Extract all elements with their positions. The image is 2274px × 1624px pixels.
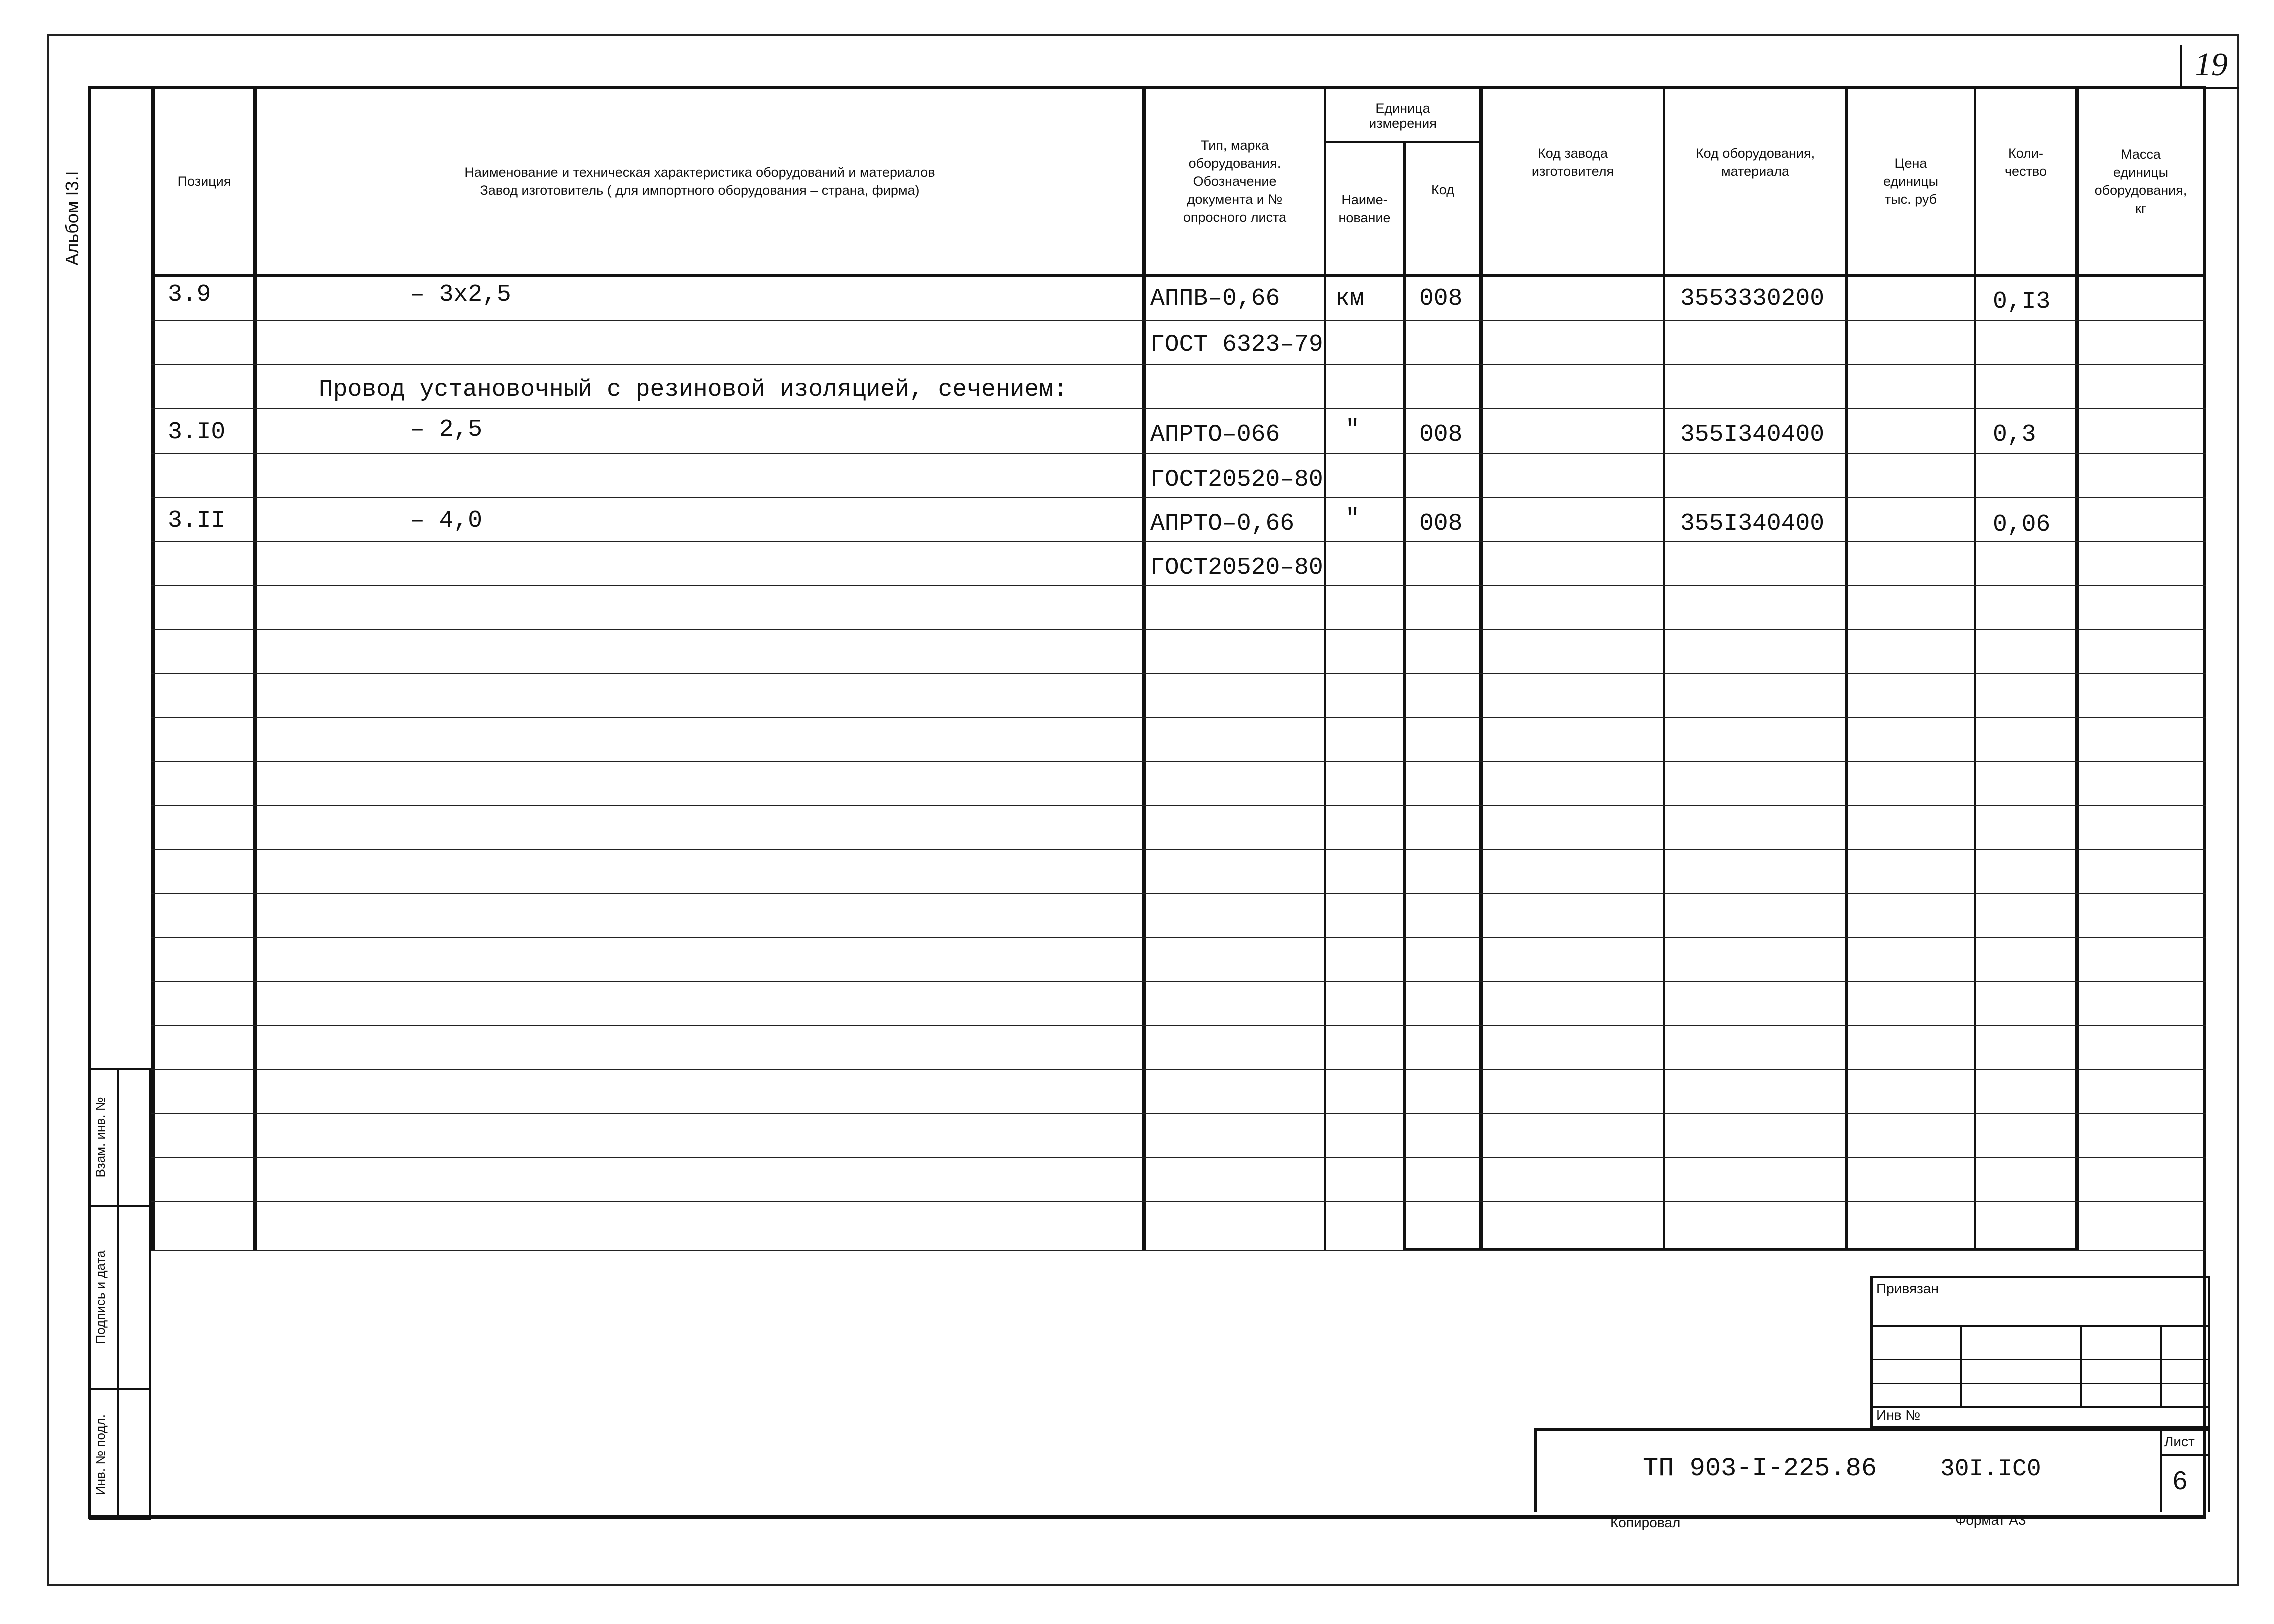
inv-label: Инв № [1876, 1408, 1921, 1423]
linked-label: Привязан [1876, 1281, 1939, 1296]
row-rule [151, 673, 2206, 674]
row-rule [151, 1157, 2206, 1158]
header-unit-code: Код [1431, 182, 1454, 198]
row-rule [151, 1025, 2206, 1026]
header-name: Наименование и техническая характеристика оборудований и материалов Завод изготовитель ( для импортного оборудования – страна, фирма) [464, 164, 935, 198]
sheet-label: Лист [2164, 1434, 2195, 1450]
header-plant-code: Код завода изготовителя [1531, 146, 1614, 179]
header-unit-name: Наиме- нование [1338, 192, 1391, 226]
cell-equip: 355I340400 [1680, 422, 1825, 448]
cell-equip: 3553330200 [1680, 286, 1825, 312]
header-unit: Единица измерения [1369, 100, 1437, 131]
cell-name: – 2,5 [410, 416, 483, 444]
cell-equip: 355I340400 [1680, 510, 1825, 538]
cell-position: 3.9 [168, 282, 211, 308]
cell-position: 3.I0 [168, 419, 226, 446]
row-rule [151, 981, 2206, 982]
cell-code: 008 [1419, 422, 1463, 448]
header-position: Позиция [177, 174, 231, 189]
header-mass: Масса единицы оборудования, кг [2094, 146, 2187, 216]
header-qty: Коли- чество [2004, 146, 2047, 179]
row-rule [151, 541, 2206, 542]
row-rule [151, 408, 2206, 410]
stamp-original-inv: Инв. № подл. [93, 1414, 108, 1496]
row-rule [151, 1113, 2206, 1114]
header-equip-code: Код оборудования, материала [1695, 146, 1815, 179]
stamp-signature-date: Подпись и дата [93, 1250, 108, 1344]
row-rule [151, 717, 2206, 718]
cell-qty: 0,3 [1993, 422, 2036, 448]
header-price: Цена единицы тыс. руб [1883, 156, 1939, 207]
row-rule [151, 364, 2206, 366]
cell-qty: 0,I3 [1993, 288, 2051, 316]
album-label: Альбом I3.I [62, 171, 82, 266]
cell-type: АПРТО–0,66 [1150, 510, 1295, 538]
row-rule [151, 849, 2206, 850]
cell-type: ГОСТ 6323–79 [1150, 332, 1323, 358]
row-rule [151, 585, 2206, 586]
cell-type: ГОСТ20520–80 [1150, 466, 1323, 494]
cell-unit: " [1345, 416, 1360, 444]
cell-qty: 0,06 [1993, 512, 2051, 538]
row-rule [151, 629, 2206, 630]
cell-type: АППВ–0,66 [1150, 286, 1280, 312]
cell-name: – 4,0 [410, 508, 483, 534]
cell-unit: км [1335, 286, 1364, 312]
cell-type: АПРТО–066 [1150, 422, 1280, 448]
cell-code: 008 [1419, 286, 1463, 312]
cell-position: 3.II [168, 508, 226, 534]
stamp-replaced-inv: Взам. инв. № [93, 1097, 108, 1178]
cell-unit: " [1345, 506, 1360, 532]
cell-name: – 3х2,5 [410, 282, 511, 308]
row-rule [151, 320, 2206, 322]
row-rule [151, 761, 2206, 762]
sheet-number: 6 [2173, 1466, 2187, 1496]
cell-type: ГОСТ20520–80 [1150, 554, 1323, 582]
row-rule [151, 1201, 2206, 1202]
table-bottom-rule [151, 1250, 2206, 1252]
cell-name: Провод установочный с резиновой изоляцией, сечением: [319, 376, 1068, 404]
row-rule [151, 937, 2206, 938]
row-rule [151, 497, 2206, 498]
cell-code: 008 [1419, 510, 1463, 538]
copied-label: Копировал [1610, 1515, 1681, 1530]
format-label: Формат А3 [1955, 1512, 2026, 1528]
header-type: Тип, марка оборудования. Обозначение документа и № опросного листа [1183, 138, 1287, 225]
row-rule [151, 893, 2206, 894]
page-number: 19 [2195, 46, 2228, 83]
row-rule [151, 453, 2206, 454]
row-rule [151, 1069, 2206, 1070]
row-rule [151, 805, 2206, 806]
doc-number: ТП 903-I-225.86 [1643, 1454, 1877, 1484]
doc-code: 30I.IC0 [1940, 1456, 2041, 1483]
